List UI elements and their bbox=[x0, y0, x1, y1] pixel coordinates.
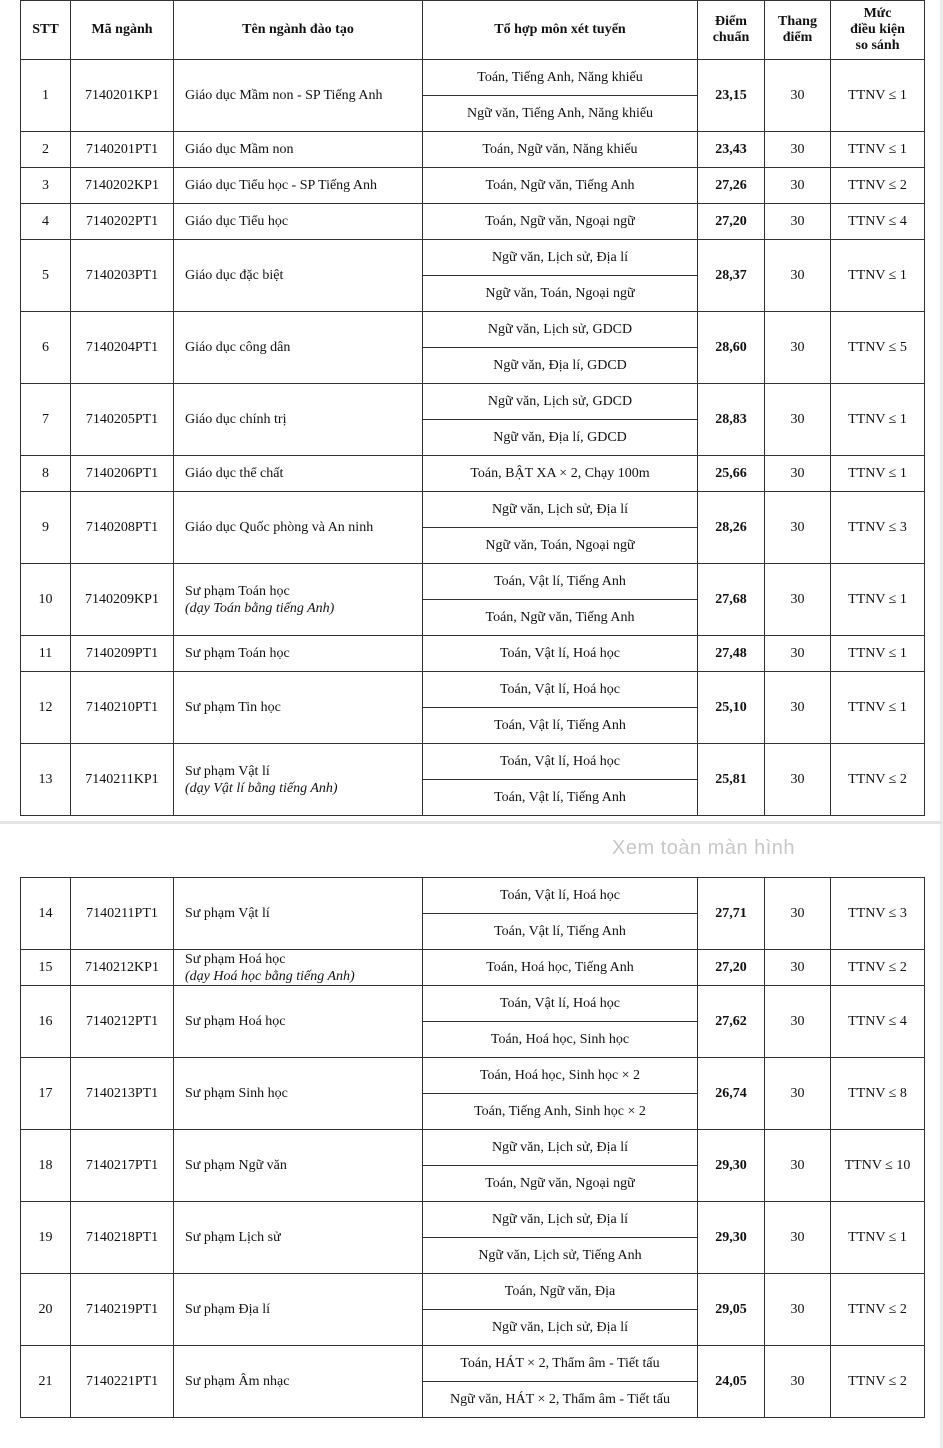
subject-combination: Ngữ văn, Lịch sử, Địa lí bbox=[491, 250, 629, 265]
program-name: Sư phạm Âm nhạc bbox=[185, 1374, 290, 1389]
cell-cutoff-score: 28,26 bbox=[698, 492, 765, 564]
subject-combination: Ngữ văn, Lịch sử, GDCD bbox=[487, 322, 633, 337]
cell-condition: TTNV ≤ 1 bbox=[831, 564, 925, 636]
table-row bbox=[21, 986, 925, 1058]
cell-condition: TTNV ≤ 3 bbox=[831, 492, 925, 564]
cell-scale: 30 bbox=[765, 492, 831, 564]
subject-combination: Ngữ văn, Lịch sử, Địa lí bbox=[491, 1212, 629, 1227]
cell-code: 7140219PT1 bbox=[71, 1274, 174, 1346]
cell-subject-combinations bbox=[423, 132, 698, 168]
cell-subject-combinations bbox=[423, 204, 698, 240]
subject-combination: Ngữ văn, Lịch sử, Địa lí bbox=[491, 502, 629, 517]
cell-scale: 30 bbox=[765, 60, 831, 132]
cell-condition: TTNV ≤ 1 bbox=[831, 384, 925, 456]
table-row bbox=[21, 492, 925, 564]
cell-condition: TTNV ≤ 1 bbox=[831, 132, 925, 168]
cell-condition: TTNV ≤ 8 bbox=[831, 1058, 925, 1130]
cell-condition: TTNV ≤ 1 bbox=[831, 636, 925, 672]
cell-code: 7140202PT1 bbox=[71, 204, 174, 240]
fullscreen-watermark-link[interactable]: Xem toàn màn hình bbox=[612, 837, 796, 859]
cell-condition: TTNV ≤ 3 bbox=[831, 878, 925, 950]
subject-combination: Ngữ văn, Tiếng Anh, Năng khiếu bbox=[423, 95, 697, 131]
table-row bbox=[21, 312, 925, 384]
cell-stt: 18 bbox=[21, 1130, 71, 1202]
cell-stt: 1 bbox=[21, 60, 71, 132]
cell-stt: 9 bbox=[21, 492, 71, 564]
cell-code: 7140210PT1 bbox=[71, 672, 174, 744]
cell-cutoff-score: 26,74 bbox=[698, 1058, 765, 1130]
cell-cutoff-score: 27,48 bbox=[698, 636, 765, 672]
cell-program-name bbox=[174, 1274, 423, 1346]
cell-subject-combinations bbox=[423, 60, 698, 132]
subject-combination: Toán, BẬT XA × 2, Chạy 100m bbox=[470, 466, 650, 481]
header-score-line-1: Điểm bbox=[715, 14, 747, 29]
subject-combination: Toán, Vật lí, Tiếng Anh bbox=[423, 913, 697, 949]
table-row bbox=[21, 168, 925, 204]
program-name: Sư phạm Tin học bbox=[185, 700, 281, 715]
cell-scale: 30 bbox=[765, 986, 831, 1058]
cell-code: 7140209PT1 bbox=[71, 636, 174, 672]
cell-cutoff-score: 28,37 bbox=[698, 240, 765, 312]
table-row bbox=[21, 878, 925, 950]
program-name: Giáo dục công dân bbox=[185, 340, 291, 355]
program-name: Giáo dục thể chất bbox=[185, 466, 284, 481]
cell-subject-combinations bbox=[423, 986, 698, 1058]
cell-cutoff-score: 27,62 bbox=[698, 986, 765, 1058]
subject-combination: Ngữ văn, Lịch sử, GDCD bbox=[487, 394, 633, 409]
cell-scale: 30 bbox=[765, 132, 831, 168]
table-body-page-1 bbox=[21, 60, 925, 816]
admission-table-page-2 bbox=[20, 877, 925, 1418]
cell-stt: 3 bbox=[21, 168, 71, 204]
header-name: Tên ngành đào tạo bbox=[174, 1, 423, 60]
cell-code: 7140204PT1 bbox=[71, 312, 174, 384]
header-condition-line-1: Mức bbox=[863, 6, 892, 21]
cell-program-name bbox=[174, 384, 423, 456]
subject-combination: Toán, Tiếng Anh, Năng khiếu bbox=[477, 70, 643, 85]
subject-combination: Toán, Ngữ văn, Ngoại ngữ bbox=[423, 1165, 697, 1201]
table-row bbox=[21, 1130, 925, 1202]
cell-code: 7140218PT1 bbox=[71, 1202, 174, 1274]
program-name: Sư phạm Địa lí bbox=[185, 1302, 270, 1317]
program-name: Sư phạm Toán học bbox=[185, 583, 290, 599]
header-scale-line-1: Thang bbox=[778, 14, 817, 29]
table-row bbox=[21, 204, 925, 240]
subject-combination: Ngữ văn, HÁT × 2, Thẩm âm - Tiết tấu bbox=[423, 1381, 697, 1417]
cell-cutoff-score: 25,81 bbox=[698, 744, 765, 816]
document-page-2 bbox=[20, 877, 924, 1418]
header-condition-line-3: so sánh bbox=[855, 38, 900, 53]
subject-combination: Ngữ văn, Lịch sử, Địa lí bbox=[491, 1140, 629, 1155]
cell-stt: 13 bbox=[21, 744, 71, 816]
table-row bbox=[21, 744, 925, 816]
subject-combination: Toán, Vật lí, Hoá học bbox=[499, 646, 621, 661]
cell-program-name bbox=[174, 240, 423, 312]
subject-combination: Toán, Vật lí, Tiếng Anh bbox=[494, 574, 626, 589]
cell-program-name bbox=[174, 132, 423, 168]
cell-cutoff-score: 27,20 bbox=[698, 204, 765, 240]
program-name: Sư phạm Hoá học bbox=[185, 1014, 286, 1029]
table-body-page-2 bbox=[21, 878, 925, 1418]
cell-scale: 30 bbox=[765, 312, 831, 384]
cell-subject-combinations bbox=[423, 1202, 698, 1274]
cell-stt: 8 bbox=[21, 456, 71, 492]
table-row bbox=[21, 672, 925, 744]
cell-condition: TTNV ≤ 1 bbox=[831, 1202, 925, 1274]
program-note: (dạy Hoá học bằng tiếng Anh) bbox=[185, 968, 355, 984]
cell-program-name bbox=[174, 564, 423, 636]
cell-program-name bbox=[174, 456, 423, 492]
program-name: Giáo dục Mầm non - SP Tiếng Anh bbox=[185, 88, 383, 103]
cell-code: 7140217PT1 bbox=[71, 1130, 174, 1202]
cell-code: 7140203PT1 bbox=[71, 240, 174, 312]
cell-program-name bbox=[174, 312, 423, 384]
cell-program-name bbox=[174, 204, 423, 240]
subject-combination: Toán, Vật lí, Hoá học bbox=[499, 996, 621, 1011]
program-note: (dạy Toán bằng tiếng Anh) bbox=[185, 600, 335, 616]
cell-subject-combinations bbox=[423, 950, 698, 986]
cell-program-name bbox=[174, 950, 423, 986]
cell-stt: 17 bbox=[21, 1058, 71, 1130]
program-name: Giáo dục Tiểu học - SP Tiếng Anh bbox=[185, 178, 378, 193]
cell-code: 7140201PT1 bbox=[71, 132, 174, 168]
table-row bbox=[21, 60, 925, 132]
header-condition-line-2: điều kiện bbox=[850, 22, 905, 37]
table-row bbox=[21, 384, 925, 456]
cell-condition: TTNV ≤ 1 bbox=[831, 456, 925, 492]
cell-code: 7140221PT1 bbox=[71, 1346, 174, 1418]
cell-code: 7140205PT1 bbox=[71, 384, 174, 456]
header-stt: STT bbox=[21, 1, 71, 60]
cell-code: 7140213PT1 bbox=[71, 1058, 174, 1130]
document-page-1 bbox=[20, 0, 924, 816]
program-name: Sư phạm Ngữ văn bbox=[185, 1158, 287, 1173]
cell-stt: 10 bbox=[21, 564, 71, 636]
table-row bbox=[21, 1202, 925, 1274]
cell-code: 7140202KP1 bbox=[71, 168, 174, 204]
cell-scale: 30 bbox=[765, 240, 831, 312]
subject-combination: Toán, Vật lí, Tiếng Anh bbox=[423, 779, 697, 815]
cell-program-name bbox=[174, 1130, 423, 1202]
cell-condition: TTNV ≤ 4 bbox=[831, 204, 925, 240]
program-name: Giáo dục Quốc phòng và An ninh bbox=[185, 520, 374, 535]
subject-combination: Toán, Vật lí, Tiếng Anh bbox=[423, 707, 697, 743]
cell-subject-combinations bbox=[423, 636, 698, 672]
cell-subject-combinations bbox=[423, 456, 698, 492]
cell-program-name bbox=[174, 878, 423, 950]
cell-subject-combinations bbox=[423, 384, 698, 456]
header-score-line-2: chuẩn bbox=[712, 30, 750, 45]
subject-combination: Toán, Tiếng Anh, Sinh học × 2 bbox=[423, 1093, 697, 1129]
cell-condition: TTNV ≤ 1 bbox=[831, 672, 925, 744]
cell-scale: 30 bbox=[765, 672, 831, 744]
subject-combination: Ngữ văn, Địa lí, GDCD bbox=[423, 347, 697, 383]
cell-condition: TTNV ≤ 2 bbox=[831, 950, 925, 986]
program-name: Giáo dục Mầm non bbox=[185, 142, 294, 157]
program-name: Sư phạm Toán học bbox=[185, 646, 290, 661]
cell-subject-combinations bbox=[423, 1346, 698, 1418]
admission-table-page-1 bbox=[20, 0, 925, 816]
cell-cutoff-score: 28,60 bbox=[698, 312, 765, 384]
cell-stt: 14 bbox=[21, 878, 71, 950]
cell-scale: 30 bbox=[765, 1346, 831, 1418]
cell-scale: 30 bbox=[765, 744, 831, 816]
cell-condition: TTNV ≤ 2 bbox=[831, 1346, 925, 1418]
cell-subject-combinations bbox=[423, 672, 698, 744]
header-scale bbox=[765, 1, 831, 60]
subject-combination: Toán, Vật lí, Hoá học bbox=[499, 682, 621, 697]
table-row bbox=[21, 636, 925, 672]
cell-cutoff-score: 27,71 bbox=[698, 878, 765, 950]
cell-code: 7140211PT1 bbox=[71, 878, 174, 950]
cell-code: 7140211KP1 bbox=[71, 744, 174, 816]
cell-stt: 21 bbox=[21, 1346, 71, 1418]
table-row bbox=[21, 132, 925, 168]
table-row bbox=[21, 1058, 925, 1130]
subject-combination: Toán, Ngữ văn, Địa bbox=[504, 1284, 616, 1299]
program-name: Sư phạm Vật lí bbox=[185, 763, 270, 779]
cell-stt: 2 bbox=[21, 132, 71, 168]
cell-program-name bbox=[174, 1346, 423, 1418]
program-name: Giáo dục chính trị bbox=[185, 412, 287, 427]
cell-code: 7140212KP1 bbox=[71, 950, 174, 986]
cell-program-name bbox=[174, 986, 423, 1058]
cell-program-name bbox=[174, 1058, 423, 1130]
cell-cutoff-score: 23,43 bbox=[698, 132, 765, 168]
cell-program-name bbox=[174, 636, 423, 672]
cell-cutoff-score: 29,30 bbox=[698, 1130, 765, 1202]
cell-scale: 30 bbox=[765, 456, 831, 492]
program-name: Sư phạm Lịch sử bbox=[185, 1230, 281, 1245]
program-name: Sư phạm Hoá học bbox=[185, 951, 286, 967]
cell-scale: 30 bbox=[765, 1274, 831, 1346]
cell-code: 7140206PT1 bbox=[71, 456, 174, 492]
program-note: (dạy Vật lí bằng tiếng Anh) bbox=[185, 780, 338, 796]
cell-cutoff-score: 27,26 bbox=[698, 168, 765, 204]
cell-stt: 15 bbox=[21, 950, 71, 986]
subject-combination: Toán, Vật lí, Hoá học bbox=[499, 754, 621, 769]
cell-stt: 12 bbox=[21, 672, 71, 744]
subject-combination: Ngữ văn, Toán, Ngoại ngữ bbox=[423, 527, 697, 563]
cell-stt: 5 bbox=[21, 240, 71, 312]
table-row bbox=[21, 1346, 925, 1418]
subject-combination: Toán, HÁT × 2, Thẩm âm - Tiết tấu bbox=[460, 1356, 660, 1371]
cell-scale: 30 bbox=[765, 878, 831, 950]
cell-cutoff-score: 23,15 bbox=[698, 60, 765, 132]
subject-combination: Toán, Hoá học, Tiếng Anh bbox=[486, 960, 634, 975]
subject-combination: Ngữ văn, Lịch sử, Tiếng Anh bbox=[423, 1237, 697, 1273]
subject-combination: Ngữ văn, Lịch sử, Địa lí bbox=[423, 1309, 697, 1345]
page-separator bbox=[0, 821, 943, 824]
program-name: Sư phạm Vật lí bbox=[185, 906, 270, 921]
cell-code: 7140208PT1 bbox=[71, 492, 174, 564]
cell-stt: 20 bbox=[21, 1274, 71, 1346]
subject-combination: Ngữ văn, Toán, Ngoại ngữ bbox=[423, 275, 697, 311]
cell-subject-combinations bbox=[423, 1058, 698, 1130]
cell-stt: 19 bbox=[21, 1202, 71, 1274]
cell-subject-combinations bbox=[423, 1130, 698, 1202]
subject-combination: Toán, Hoá học, Sinh học bbox=[423, 1021, 697, 1057]
header-condition bbox=[831, 1, 925, 60]
table-header-row bbox=[21, 1, 925, 60]
subject-combination: Ngữ văn, Địa lí, GDCD bbox=[423, 419, 697, 455]
program-name: Giáo dục Tiểu học bbox=[185, 214, 289, 229]
cell-scale: 30 bbox=[765, 1058, 831, 1130]
cell-cutoff-score: 29,05 bbox=[698, 1274, 765, 1346]
cell-scale: 30 bbox=[765, 636, 831, 672]
cell-scale: 30 bbox=[765, 168, 831, 204]
subject-combination: Toán, Ngữ văn, Ngoại ngữ bbox=[485, 214, 635, 229]
cell-scale: 30 bbox=[765, 204, 831, 240]
cell-condition: TTNV ≤ 2 bbox=[831, 1274, 925, 1346]
cell-stt: 7 bbox=[21, 384, 71, 456]
cell-condition: TTNV ≤ 2 bbox=[831, 744, 925, 816]
header-scale-line-2: điểm bbox=[782, 30, 813, 45]
subject-combination: Toán, Hoá học, Sinh học × 2 bbox=[479, 1068, 641, 1083]
cell-subject-combinations bbox=[423, 240, 698, 312]
cell-code: 7140212PT1 bbox=[71, 986, 174, 1058]
cell-scale: 30 bbox=[765, 950, 831, 986]
cell-condition: TTNV ≤ 10 bbox=[831, 1130, 925, 1202]
subject-combination: Toán, Ngữ văn, Tiếng Anh bbox=[485, 178, 635, 193]
cell-subject-combinations bbox=[423, 1274, 698, 1346]
table-row bbox=[21, 240, 925, 312]
subject-combination: Toán, Ngữ văn, Năng khiếu bbox=[482, 142, 638, 157]
cell-cutoff-score: 27,20 bbox=[698, 950, 765, 986]
cell-code: 7140201KP1 bbox=[71, 60, 174, 132]
cell-subject-combinations bbox=[423, 492, 698, 564]
cell-condition: TTNV ≤ 1 bbox=[831, 240, 925, 312]
cell-stt: 6 bbox=[21, 312, 71, 384]
cell-subject-combinations bbox=[423, 564, 698, 636]
program-name: Sư phạm Sinh học bbox=[185, 1086, 288, 1101]
program-name: Giáo dục đặc biệt bbox=[185, 268, 284, 283]
header-score bbox=[698, 1, 765, 60]
cell-scale: 30 bbox=[765, 1130, 831, 1202]
header-combo: Tổ hợp môn xét tuyển bbox=[423, 1, 698, 60]
cell-program-name bbox=[174, 168, 423, 204]
cell-program-name bbox=[174, 60, 423, 132]
cell-stt: 11 bbox=[21, 636, 71, 672]
cell-cutoff-score: 25,66 bbox=[698, 456, 765, 492]
cell-cutoff-score: 25,10 bbox=[698, 672, 765, 744]
cell-condition: TTNV ≤ 2 bbox=[831, 168, 925, 204]
cell-program-name bbox=[174, 1202, 423, 1274]
cell-condition: TTNV ≤ 1 bbox=[831, 60, 925, 132]
cell-subject-combinations bbox=[423, 312, 698, 384]
cell-scale: 30 bbox=[765, 1202, 831, 1274]
table-row bbox=[21, 564, 925, 636]
table-row bbox=[21, 1274, 925, 1346]
cell-cutoff-score: 27,68 bbox=[698, 564, 765, 636]
cell-program-name bbox=[174, 492, 423, 564]
cell-condition: TTNV ≤ 4 bbox=[831, 986, 925, 1058]
cell-stt: 4 bbox=[21, 204, 71, 240]
cell-scale: 30 bbox=[765, 564, 831, 636]
cell-stt: 16 bbox=[21, 986, 71, 1058]
cell-subject-combinations bbox=[423, 744, 698, 816]
cell-subject-combinations bbox=[423, 168, 698, 204]
table-row bbox=[21, 456, 925, 492]
table-row bbox=[21, 950, 925, 986]
subject-combination: Toán, Ngữ văn, Tiếng Anh bbox=[423, 599, 697, 635]
header-code: Mã ngành bbox=[71, 1, 174, 60]
cell-cutoff-score: 28,83 bbox=[698, 384, 765, 456]
cell-subject-combinations bbox=[423, 878, 698, 950]
cell-program-name bbox=[174, 744, 423, 816]
cell-condition: TTNV ≤ 5 bbox=[831, 312, 925, 384]
cell-code: 7140209KP1 bbox=[71, 564, 174, 636]
subject-combination: Toán, Vật lí, Hoá học bbox=[499, 888, 621, 903]
cell-cutoff-score: 29,30 bbox=[698, 1202, 765, 1274]
cell-cutoff-score: 24,05 bbox=[698, 1346, 765, 1418]
cell-scale: 30 bbox=[765, 384, 831, 456]
cell-program-name bbox=[174, 672, 423, 744]
